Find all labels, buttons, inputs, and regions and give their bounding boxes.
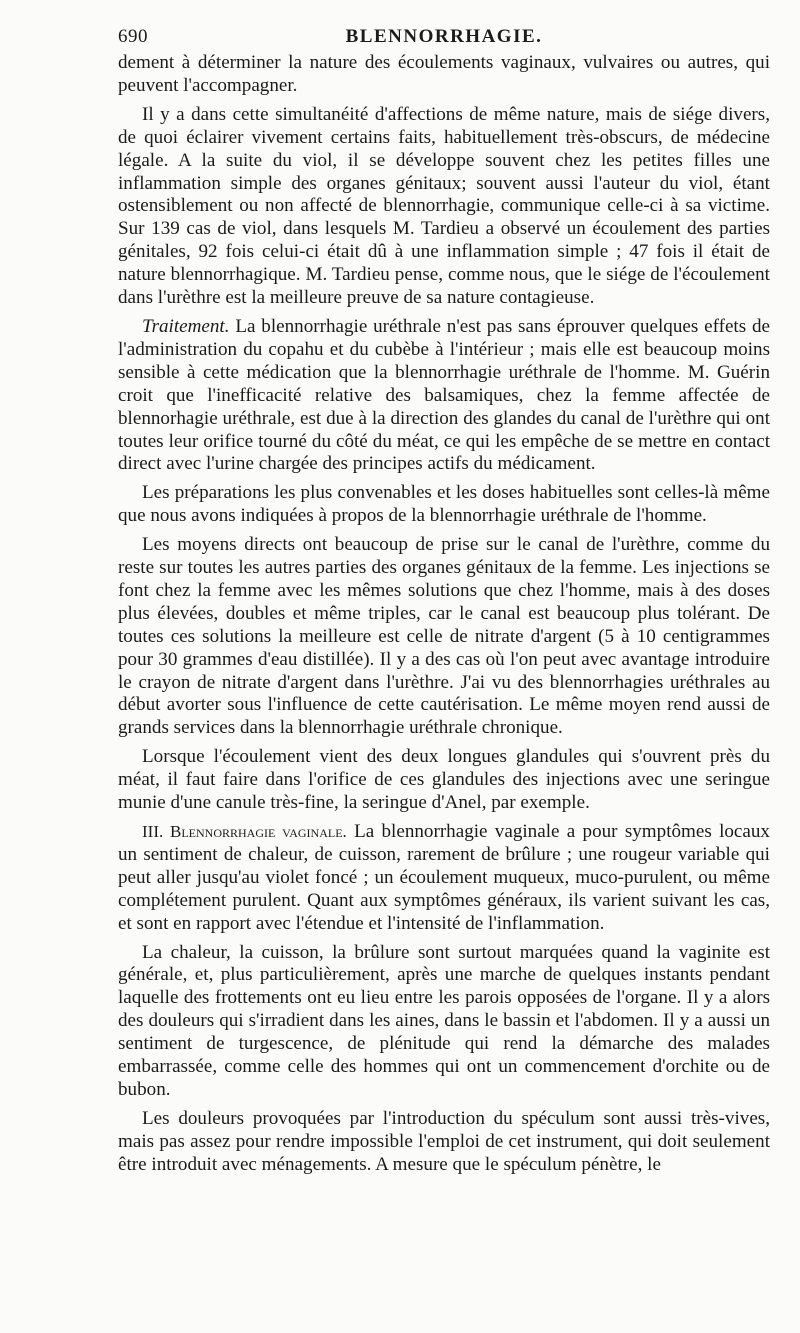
page-header <box>118 22 770 52</box>
section-heading: III. Blennorrhagie vaginale. <box>142 822 347 841</box>
page-number: 690 <box>118 26 148 47</box>
paragraph: III. Blennorrhagie vaginale. La blennorrhagie vaginale a pour symptômes locaux un sentiment de chaleur, de cuisson, rarement de brûlure ; une rougeur variable qui peut aller jusqu'au violet foncé ; un écoulement muqueux, muco-purulent, ou même complétement purulent. Quant aux symptômes généraux, ils varient suivant les cas, et sont en rapport avec l'étendue et l'intensité de l'inflammation. <box>118 821 770 934</box>
paragraph: Les préparations les plus convenables et les doses habituelles sont celles-là même que nous avons indiquées à propos de la blennorrhagie uréthrale de l'homme. <box>118 482 770 527</box>
running-title: BLENNORRHAGIE. <box>345 26 543 47</box>
paragraph: La chaleur, la cuisson, la brûlure sont surtout marquées quand la vaginite est générale, et, plus particulièrement, après une marche de quelques instants pendant laquelle des frottements ont eu lieu entre les parois opposées de l'organe. Il y a alors des douleurs qui s'irradient dans les aines, dans le bassin et l'abdomen. Il y a aussi un sentiment de turgescence, de plénitude qui rend la démarche des malades embarrassée, comme celle des hommes qui ont un commencement d'orchite ou de bubon. <box>118 941 770 1100</box>
paragraph: Traitement. La blennorrhagie uréthrale n'est pas sans éprouver quelques effets de l'administration du copahu et du cubèbe à l'intérieur ; mais elle est beaucoup moins sensible à cette médication que la blennorrhagie uréthrale de l'homme. M. Guérin croit que l'inefficacité relative des balsamiques, chez la femme affectée de blennorhagie uréthrale, est due à la direction des glandes du canal de l'urèthre qui ont toutes leur orifice tourné du côté du méat, ce qui les empêche de se mettre en contact direct avec l'urine chargée des principes actifs du médicament. <box>118 315 770 475</box>
book-page <box>118 22 770 1183</box>
paragraph: Il y a dans cette simultanéité d'affections de même nature, mais de siége divers, de quoi éclairer vivement certains faits, habituellement très-obscurs, de médecine légale. A la suite du viol, il se développe souvent chez les petites filles une inflammation simple des organes génitaux; souvent aussi l'auteur du viol, étant ostensiblement ou non affecté de blennorrhagie, communique celle-ci à sa victime. Sur 139 cas de viol, dans lesquels M. Tardieu a observé un écoulement des parties génitales, 92 fois celui-ci était dû à une inflammation simple ; 47 fois il était de nature blennorrhagique. M. Tardieu pense, comme nous, que le siége de l'écoulement dans l'urèthre est la meilleure preuve de sa nature contagieuse. <box>118 103 770 309</box>
section-lead: Traitement. <box>142 315 230 337</box>
paragraph: Lorsque l'écoulement vient des deux longues glandules qui s'ouvrent près du méat, il faut faire dans l'orifice de ces glandules des injections avec une seringue munie d'une canule très-fine, la seringue d'Anel, par exemple. <box>118 746 770 814</box>
paragraph: Les moyens directs ont beaucoup de prise sur le canal de l'urèthre, comme du reste sur toutes les autres parties des organes génitaux de la femme. Les injections se font chez la femme avec les mêmes solutions que chez l'homme, mais à des doses plus élevées, doubles et même triples, car le canal est beaucoup plus tolérant. De toutes ces solutions la meilleure est celle de nitrate d'argent (5 à 10 centigrammes pour 30 grammes d'eau distillée). Il y a des cas où l'on peut avec avantage introduire le crayon de nitrate d'argent dans l'urèthre. J'ai vu des blennorrhagies uréthrales au début avorter sous l'influence de cette cautérisation. Le même moyen rend aussi de grands services dans la blennorrhagie uréthrale chronique. <box>118 534 770 739</box>
paragraph: Les douleurs provoquées par l'introduction du spéculum sont aussi très-vives, mais pas assez pour rendre impossible l'emploi de cet instrument, qui doit seulement être introduit avec ménagements. A mesure que le spéculum pénètre, le <box>118 1107 770 1175</box>
paragraph: dement à déterminer la nature des écoulements vaginaux, vulvaires ou autres, qui peuvent l'accompagner. <box>118 52 770 96</box>
body-text <box>118 52 770 1177</box>
